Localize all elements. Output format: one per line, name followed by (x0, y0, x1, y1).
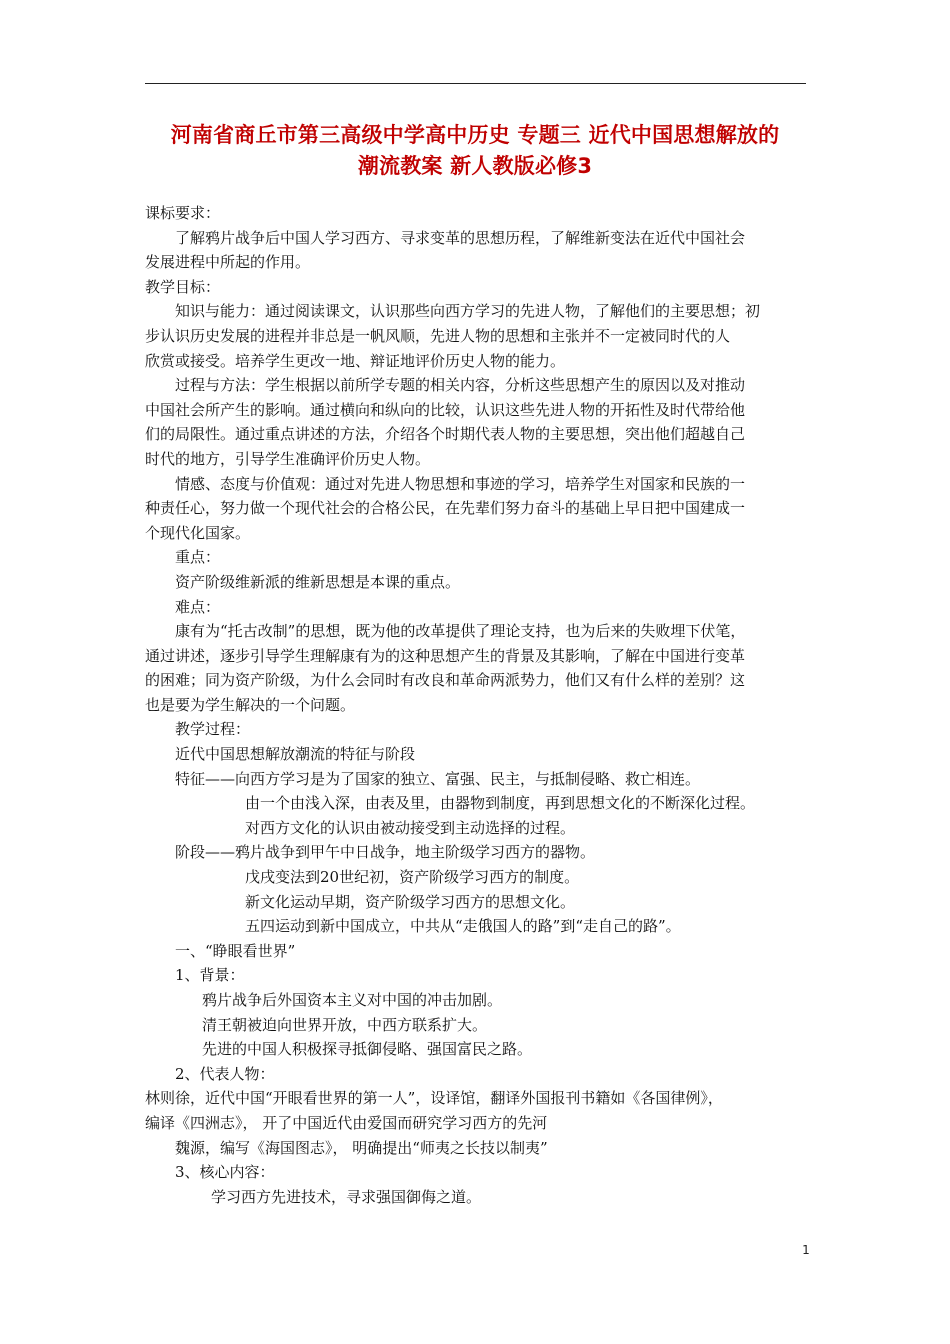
paragraph-line: 步认识历史发展的进程并非总是一帆风顺，先进人物的思想和主张并不一定被同时代的人 (145, 326, 731, 345)
paragraph-line: 魏源，编写《海国图志》， 明确提出“师夷之长技以制夷” (175, 1138, 548, 1157)
paragraph-line: 过程与方法：学生根据以前所学专题的相关内容，分析这些思想产生的原因以及对推动 (175, 376, 746, 395)
heading-process: 教学过程： (175, 720, 251, 739)
paragraph-line: 知识与能力：通过阅读课文，认识那些向西方学习的先进人物，了解他们的主要思想；初 (175, 302, 761, 321)
paragraph-line: 时代的地方，引导学生准确评价历史人物。 (145, 449, 431, 468)
heading-curriculum: 课标要求： (145, 204, 221, 222)
list-item: 学习西方先进技术，寻求强国御侮之道。 (211, 1187, 482, 1206)
paragraph-line: 康有为“托古改制”的思想，既为他的改革提供了理论支持，也为后来的失败埋下伏笔， (175, 622, 746, 641)
paragraph-line: 通过讲述，逐步引导学生理解康有为的这种思想产生的背景及其影响，了解在中国进行变革 (145, 646, 746, 665)
paragraph-line: 新文化运动早期，资产阶级学习西方的思想文化。 (245, 892, 576, 911)
paragraph-line: 近代中国思想解放潮流的特征与阶段 (175, 745, 416, 764)
list-item: 先进的中国人积极探寻抵御侵略、强国富民之路。 (202, 1040, 533, 1059)
section-heading: 一、“睁眼看世界” (175, 941, 296, 960)
heading-objectives: 教学目标： (145, 277, 221, 296)
subsection-heading: 2、代表人物： (175, 1064, 275, 1083)
title-line-2: 潮流教案 新人教版必修3 (357, 154, 593, 178)
heading-difficulty: 难点： (175, 597, 221, 616)
paragraph-line: 的困难；同为资产阶级，为什么会同时有改良和革命两派势力，他们又有什么样的差别？这 (145, 671, 746, 690)
paragraph-line: 五四运动到新中国成立，中共从“走俄国人的路”到“走自己的路”。 (245, 917, 681, 936)
paragraph-line: 戊戌变法到20世纪初，资产阶级学习西方的制度。 (245, 868, 580, 887)
paragraph-line: 对西方文化的认识由被动接受到主动选择的过程。 (245, 818, 576, 837)
paragraph-line: 们的局限性。通过重点讲述的方法，介绍各个时期代表人物的主要思想，突出他们超越自己 (145, 425, 746, 444)
paragraph-line: 发展进程中所起的作用。 (145, 253, 311, 272)
page-number: 1 (802, 1243, 810, 1257)
paragraph-line: 特征——向西方学习是为了国家的独立、富强、民主，与抵制侵略、救亡相连。 (175, 769, 701, 788)
paragraph-line: 个现代化国家。 (145, 523, 251, 542)
paragraph-line: 编译《四洲志》， 开了中国近代由爱国而研究学习西方的先河 (145, 1113, 548, 1132)
paragraph-line: 了解鸦片战争后中国人学习西方、寻求变革的思想历程，了解维新变法在近代中国社会 (175, 228, 746, 247)
subsection-heading: 1、背景： (175, 966, 245, 985)
heading-key-point: 重点： (175, 548, 221, 567)
list-item: 清王朝被迫向世界开放，中西方联系扩大。 (202, 1015, 488, 1034)
list-item: 鸦片战争后外国资本主义对中国的冲击加剧。 (202, 991, 503, 1009)
document-title (140, 120, 810, 182)
paragraph-line: 情感、态度与价值观：通过对先进人物思想和事迹的学习，培养学生对国家和民族的一 (175, 474, 746, 493)
paragraph-line: 由一个由浅入深，由表及里，由器物到制度，再到思想文化的不断深化过程。 (245, 794, 756, 813)
paragraph-line: 中国社会所产生的影响。通过横向和纵向的比较，认识这些先进人物的开拓性及时代带给他 (145, 400, 746, 419)
title-line-1: 河南省商丘市第三高级中学高中历史 专题三 近代中国思想解放的 (170, 123, 780, 147)
header-rule (145, 83, 806, 84)
paragraph-line: 林则徐，近代中国“开眼看世界的第一人”，设译馆，翻译外国报刊书籍如《各国律例》， (145, 1089, 723, 1108)
document-body (145, 201, 815, 1209)
paragraph-line: 也是要为学生解决的一个问题。 (145, 695, 356, 714)
subsection-heading: 3、核心内容： (175, 1163, 275, 1182)
paragraph-line: 阶段——鸦片战争到甲午中日战争，地主阶级学习西方的器物。 (175, 843, 596, 862)
paragraph-line: 资产阶级维新派的维新思想是本课的重点。 (175, 572, 461, 591)
paragraph-line: 欣赏或接受。培养学生更改一地、辩证地评价历史人物的能力。 (145, 351, 566, 370)
paragraph-line: 种责任心，努力做一个现代社会的合格公民，在先辈们努力奋斗的基础上早日把中国建成一 (145, 499, 746, 518)
